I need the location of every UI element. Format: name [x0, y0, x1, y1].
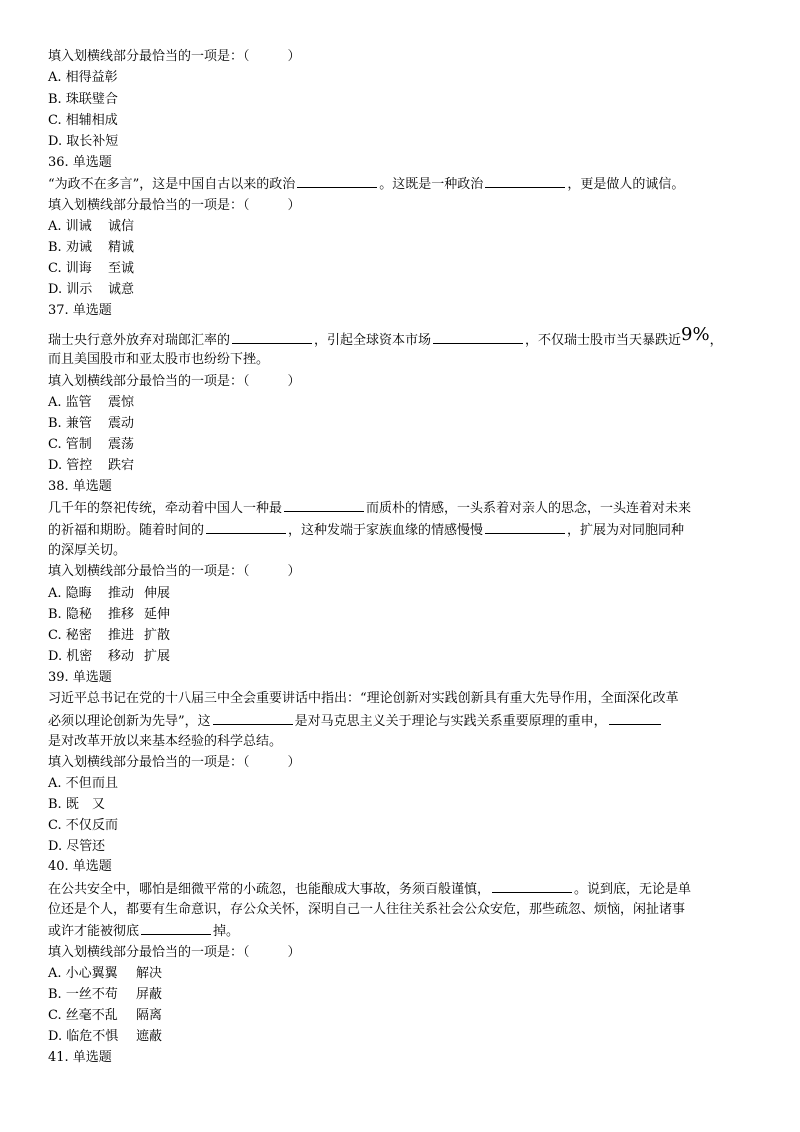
blank[interactable]	[485, 174, 565, 188]
blank[interactable]	[433, 330, 523, 344]
q39-stem-line2: 必须以理论创新为先导”，这 是对马克思主义关于理论与实践关系重要原理的重申，	[48, 711, 663, 732]
q40-option-b[interactable]: B. 一丝不苟 屏蔽	[48, 987, 163, 1002]
q40-stem-line3: 或许才能被彻底 掉。	[48, 921, 239, 942]
blank[interactable]	[232, 330, 312, 344]
q36-stem: “为政不在多言”，这是中国自古以来的政治 。这既是一种政治 ，更是做人的诚信。	[48, 174, 684, 195]
q40-option-a[interactable]: A. 小心翼翼 解决	[48, 966, 163, 981]
q36-prompt: 填入划横线部分最恰当的一项是：（ ）	[48, 198, 301, 213]
blank[interactable]	[609, 711, 661, 725]
q38-option-d[interactable]: D. 机密 移动 扩展	[48, 649, 171, 664]
q36-option-b[interactable]: B. 劝诫 精诚	[48, 240, 135, 255]
q39-option-a[interactable]: A. 不但而且	[48, 776, 119, 791]
q40-header: 40. 单选题	[48, 859, 112, 874]
q35-option-b[interactable]: B. 珠联璧合	[48, 92, 118, 107]
blank[interactable]	[284, 498, 364, 512]
q40-stem-line1: 在公共安全中，哪怕是细微平常的小疏忽，也能酿成大事故，务须百般谨慎， 。说到底，无论是单	[48, 879, 691, 900]
q37-option-a[interactable]: A. 监管 震惊	[48, 395, 135, 410]
blank[interactable]	[297, 174, 377, 188]
q38-option-a[interactable]: A. 隐晦 推动 伸展	[48, 586, 171, 601]
q40-prompt: 填入划横线部分最恰当的一项是：（ ）	[48, 945, 301, 960]
q38-stem-line1: 几千年的祭祀传统，牵动着中国人一种最 而质朴的情感，一头系着对亲人的思念，一头连着对未来	[48, 498, 691, 519]
q39-option-d[interactable]: D. 尽管还	[48, 839, 106, 854]
q38-header: 38. 单选题	[48, 479, 112, 494]
q37-header: 37. 单选题	[48, 303, 112, 318]
q39-stem-line3: 是对改革开放以来基本经验的科学总结。	[48, 734, 283, 749]
blank[interactable]	[206, 520, 286, 534]
q35-option-d[interactable]: D. 取长补短	[48, 134, 119, 149]
q39-stem-line1: 习近平总书记在党的十八届三中全会重要讲话中指出：“理论创新对实践创新具有重大先导作用，全面深化改革	[48, 691, 679, 706]
q38-prompt: 填入划横线部分最恰当的一项是：（ ）	[48, 564, 301, 579]
q40-option-c[interactable]: C. 丝毫不乱 隔离	[48, 1008, 163, 1023]
q41-header: 41. 单选题	[48, 1050, 112, 1065]
percent-value: 9%	[681, 324, 710, 345]
q37-prompt: 填入划横线部分最恰当的一项是：（ ）	[48, 374, 301, 389]
q37-option-b[interactable]: B. 兼管 震动	[48, 416, 135, 431]
q36-header: 36. 单选题	[48, 155, 112, 170]
q36-option-c[interactable]: C. 训诲 至诚	[48, 261, 135, 276]
q39-prompt: 填入划横线部分最恰当的一项是：（ ）	[48, 755, 301, 770]
q36-option-d[interactable]: D. 训示 诚意	[48, 282, 135, 297]
q37-stem-line2: 而且美国股市和亚太股市也纷纷下挫。	[48, 352, 270, 367]
q39-option-b[interactable]: B. 既 又	[48, 797, 106, 812]
blank[interactable]	[492, 879, 572, 893]
q39-option-c[interactable]: C. 不仅反而	[48, 818, 119, 833]
q37-option-d[interactable]: D. 管控 跌宕	[48, 458, 135, 473]
q38-stem-line2: 的祈福和期盼。随着时间的 ，这种发端于家族血缘的情感慢慢 ，扩展为对同胞同种	[48, 520, 684, 541]
q37-stem-line1: 瑞士央行意外放弃对瑞郎汇率的 ，引起全球资本市场 ，不仅瑞士股市当天暴跌近9%，	[48, 324, 723, 348]
q38-option-c[interactable]: C. 秘密 推进 扩散	[48, 628, 171, 643]
q39-header: 39. 单选题	[48, 670, 112, 685]
q38-option-b[interactable]: B. 隐秘 推移 延伸	[48, 607, 171, 622]
q38-stem-line3: 的深厚关切。	[48, 543, 127, 558]
blank[interactable]	[213, 711, 293, 725]
q35-prompt: 填入划横线部分最恰当的一项是：（ ）	[48, 49, 301, 64]
q37-option-c[interactable]: C. 管制 震荡	[48, 437, 135, 452]
blank[interactable]	[485, 520, 565, 534]
q40-option-d[interactable]: D. 临危不惧 遮蔽	[48, 1029, 163, 1044]
q35-option-a[interactable]: A. 相得益彰	[48, 70, 118, 85]
q40-stem-line2: 位还是个人，都要有生命意识，存公众关怀，深明自己一人往往关系社会公众安危，那些疏忽、烦恼，闲扯诸事	[48, 902, 686, 917]
blank[interactable]	[141, 921, 211, 935]
q36-option-a[interactable]: A. 训诫 诚信	[48, 219, 135, 234]
q35-option-c[interactable]: C. 相辅相成	[48, 113, 118, 128]
